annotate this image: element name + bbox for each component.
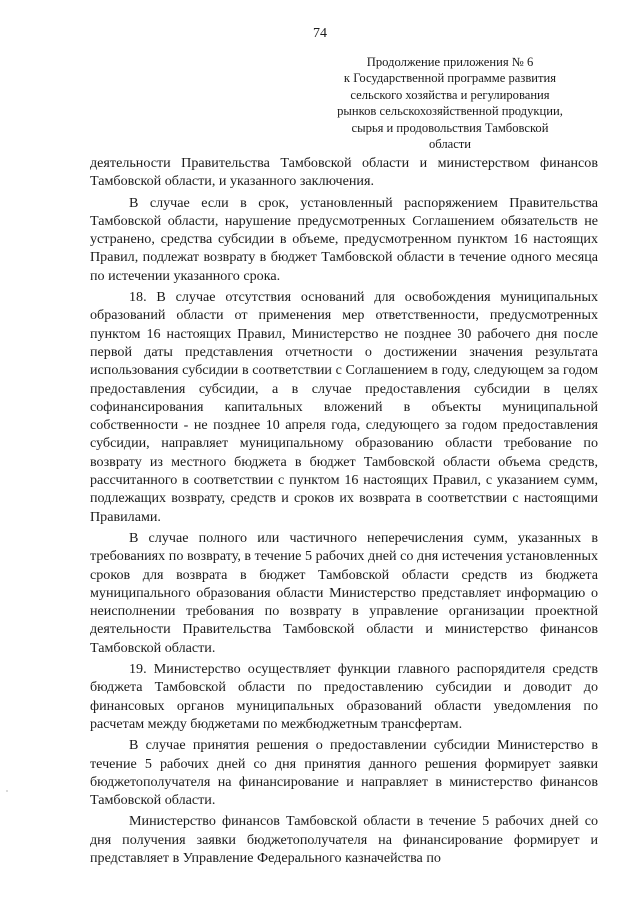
paragraph: В случае если в срок, установленный распоряжением Правительства Тамбовской области, нарушение предусмотренных Соглашением обязательств не устранено, средства субсидии в объеме, предусмотренном пунктом 16 настоящих Правил, подлежат возврату в бюджет Тамбовской области в течение одного месяца по истечении указанного срока.: [90, 194, 598, 284]
heading-line: к Государственной программе развития: [343, 71, 557, 86]
paragraph: 18. В случае отсутствия оснований для освобождения муниципальных образований области от применения мер ответственности, предусмотренных пунктом 16 настоящих Правил, Министерство не позднее 30 рабочего дня после первой даты представления отчетности о достижении значения результата использования субсидии в соответствии с Соглашением в году, следующем за годом предоставления субсидии, а в случае предоставления субсидии в целях софинансирования капитальных вложений в объекты муниципальной собственности - не позднее 10 апреля года, следующего за годом предоставления субсидии, направляет муниципальному образованию области требование по возврату из местного бюджета в бюджет Тамбовской области объема средств, рассчитанного в соответствии с пунктом 16 настоящих Правил, с указанием сумм, подлежащих возврату, средств и сроков их возврата в соответствии с настоящими Правилами.: [90, 289, 598, 525]
heading-line: сырья и продовольствия Тамбовской: [351, 120, 549, 135]
heading-line: Продолжение приложения № 6: [366, 55, 534, 69]
paragraph: В случае принятия решения о предоставлении субсидии Министерство в течение 5 рабочих дней со дня принятия данного решения формирует заявки бюджетополучателя на финансирование и направляет в министерство финансов Тамбовской области.: [90, 737, 598, 809]
paragraph: 19. Министерство осуществляет функции главного распорядителя средств бюджета Тамбовской области по предоставлению субсидии и доводит до финансовых органов муниципальных образований области уведомления по расчетам между бюджетами по межбюджетным трансфертам.: [90, 661, 598, 732]
page-number: 74: [313, 26, 327, 41]
heading-line: сельского хозяйства и регулирования: [350, 87, 550, 102]
heading-line: области: [428, 137, 472, 152]
appendix-heading: [300, 54, 600, 152]
heading-line: рынков сельскохозяйственной продукции,: [337, 104, 563, 119]
document-body: [90, 154, 598, 867]
scan-speck: [6, 790, 8, 792]
paragraph: деятельности Правительства Тамбовской области и министерством финансов Тамбовской области, и указанного заключения.: [90, 155, 598, 190]
paragraph: Министерство финансов Тамбовской области в течение 5 рабочих дней со дня получения заявки бюджетополучателя на финансирование формирует и представляет в Управление Федерального казначейства по: [90, 813, 598, 866]
paragraph: В случае полного или частичного неперечисления сумм, указанных в требованиях по возврату, в течение 5 рабочих дней со дня истечения установленных сроков для возврата в бюджет Тамбовской области средств из бюджета муниципального образования области Министерство представляет информацию о неисполнении требования по возврату в управление организации проектной деятельности Правительства Тамбовской области и министерство финансов Тамбовской области.: [90, 529, 598, 656]
